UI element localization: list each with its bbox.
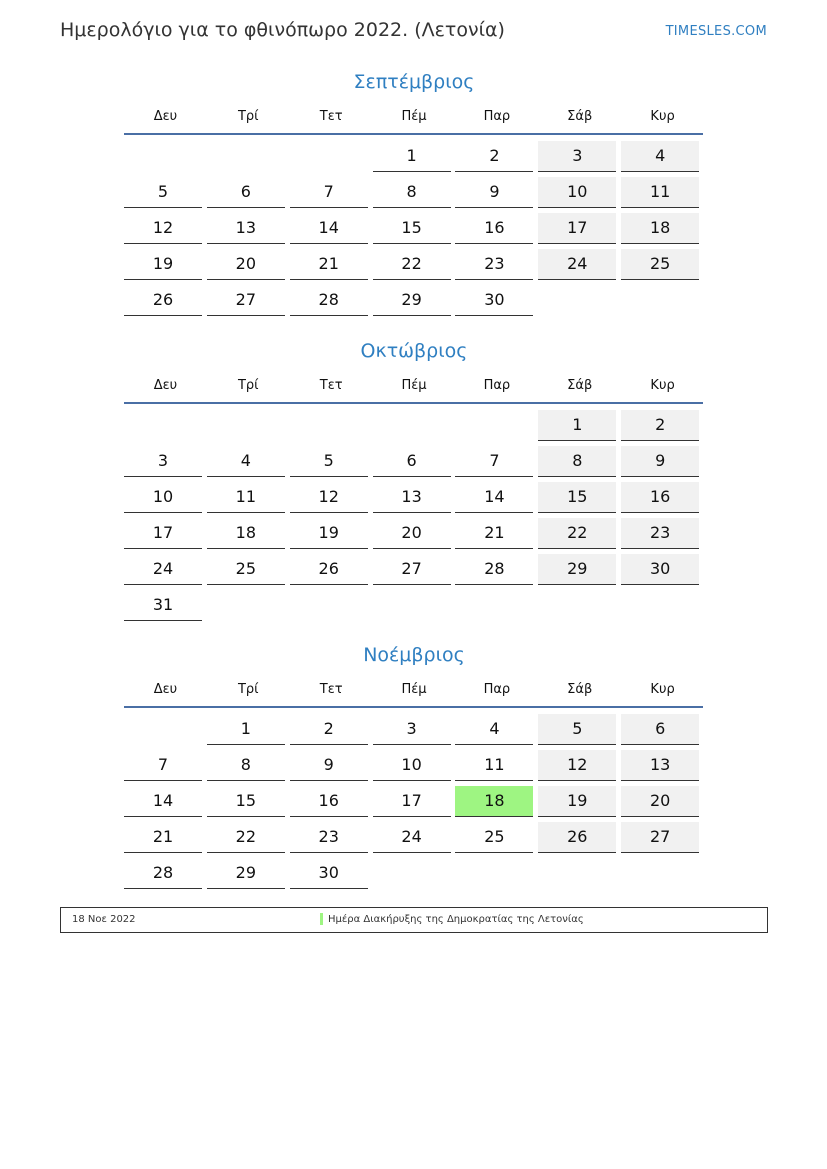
day-slot <box>455 409 538 445</box>
day-cell: 27 <box>207 285 285 316</box>
day-slot <box>455 176 538 212</box>
day-slot <box>290 589 373 625</box>
day-slot <box>621 481 704 517</box>
day-cell: 16 <box>455 213 533 244</box>
day-slot <box>538 284 621 320</box>
day-slot <box>538 553 621 589</box>
week-row <box>124 481 704 517</box>
day-slot <box>621 713 704 749</box>
day-cell: 27 <box>373 554 451 585</box>
day-cell: 9 <box>455 177 533 208</box>
day-slot <box>538 481 621 517</box>
week-row <box>124 212 704 248</box>
day-slot <box>455 713 538 749</box>
day-cell: 17 <box>124 518 202 549</box>
day-slot <box>207 821 290 857</box>
day-slot <box>124 553 207 589</box>
day-slot <box>538 713 621 749</box>
day-cell: 25 <box>207 554 285 585</box>
day-cell: 29 <box>207 858 285 889</box>
day-cell: 7 <box>290 177 368 208</box>
day-slot <box>538 409 621 445</box>
week-row <box>124 284 704 320</box>
weekday-header <box>124 371 704 399</box>
day-cell: 24 <box>373 822 451 853</box>
day-cell: 30 <box>621 554 699 585</box>
day-slot <box>290 821 373 857</box>
week-row <box>124 176 704 212</box>
week-row <box>124 589 704 625</box>
day-slot <box>621 785 704 821</box>
weekday-label: Πέμ <box>401 681 427 697</box>
day-slot <box>207 553 290 589</box>
day-slot <box>373 713 456 749</box>
day-slot <box>621 857 704 893</box>
day-slot <box>124 821 207 857</box>
weekday-label: Δευ <box>153 681 178 697</box>
day-cell: 6 <box>621 714 699 745</box>
day-cell: 31 <box>124 590 202 621</box>
day-slot <box>290 176 373 212</box>
day-slot <box>124 445 207 481</box>
day-slot <box>621 589 704 625</box>
day-cell: 6 <box>373 446 451 477</box>
day-slot <box>538 140 621 176</box>
day-slot <box>455 749 538 785</box>
holiday-date: 18 Νοε 2022 <box>72 914 136 925</box>
week-row <box>124 445 704 481</box>
day-slot <box>207 140 290 176</box>
day-cell: 3 <box>538 141 616 172</box>
day-cell: 15 <box>373 213 451 244</box>
day-cell: 23 <box>455 249 533 280</box>
day-cell: 24 <box>124 554 202 585</box>
day-slot <box>621 176 704 212</box>
week-row <box>124 409 704 445</box>
day-cell: 12 <box>290 482 368 513</box>
day-cell: 11 <box>207 482 285 513</box>
weekday-label: Κυρ <box>650 108 675 124</box>
day-cell: 21 <box>455 518 533 549</box>
day-slot <box>455 553 538 589</box>
weekday-label: Σάβ <box>567 108 593 124</box>
day-slot <box>538 785 621 821</box>
day-cell: 18 <box>621 213 699 244</box>
day-cell: 2 <box>290 714 368 745</box>
day-cell: 9 <box>290 750 368 781</box>
weekday-label: Κυρ <box>650 377 675 393</box>
day-cell: 14 <box>124 786 202 817</box>
day-slot <box>207 284 290 320</box>
day-cell: 8 <box>373 177 451 208</box>
day-cell: 8 <box>538 446 616 477</box>
day-slot <box>290 212 373 248</box>
day-cell: 18 <box>207 518 285 549</box>
day-slot <box>373 857 456 893</box>
day-slot <box>373 589 456 625</box>
day-slot <box>455 821 538 857</box>
day-slot <box>124 248 207 284</box>
day-slot <box>373 140 456 176</box>
weekday-label: Πέμ <box>401 108 427 124</box>
day-slot <box>373 481 456 517</box>
day-slot <box>207 857 290 893</box>
day-cell: 24 <box>538 249 616 280</box>
holiday-legend <box>60 907 768 933</box>
day-slot <box>621 248 704 284</box>
weekday-label: Τρί <box>237 377 259 393</box>
weekday-label: Κυρ <box>650 681 675 697</box>
day-cell: 25 <box>455 822 533 853</box>
day-cell: 16 <box>290 786 368 817</box>
holiday-name: Ημέρα Διακήρυξης της Δημοκρατίας της Λετονίας <box>328 914 584 925</box>
day-slot <box>207 212 290 248</box>
day-slot <box>290 409 373 445</box>
day-cell: 23 <box>290 822 368 853</box>
day-slot <box>124 589 207 625</box>
week-row <box>124 785 704 821</box>
day-slot <box>207 248 290 284</box>
day-slot <box>455 517 538 553</box>
day-slot <box>373 553 456 589</box>
day-slot <box>373 785 456 821</box>
day-slot <box>207 481 290 517</box>
day-slot <box>207 785 290 821</box>
day-slot <box>290 713 373 749</box>
day-slot <box>538 517 621 553</box>
day-cell: 22 <box>373 249 451 280</box>
day-cell: 15 <box>207 786 285 817</box>
day-cell: 1 <box>373 141 451 172</box>
day-slot <box>373 176 456 212</box>
week-row <box>124 857 704 893</box>
day-cell: 10 <box>538 177 616 208</box>
day-cell: 19 <box>124 249 202 280</box>
day-cell: 26 <box>124 285 202 316</box>
day-cell: 19 <box>290 518 368 549</box>
day-cell: 1 <box>207 714 285 745</box>
day-cell: 25 <box>621 249 699 280</box>
day-slot <box>538 821 621 857</box>
day-slot <box>455 284 538 320</box>
day-slot <box>621 140 704 176</box>
week-row <box>124 821 704 857</box>
day-slot <box>455 248 538 284</box>
day-cell: 13 <box>207 213 285 244</box>
day-slot <box>621 284 704 320</box>
day-cell: 11 <box>621 177 699 208</box>
day-slot <box>621 445 704 481</box>
day-cell: 8 <box>207 750 285 781</box>
day-cell: 28 <box>124 858 202 889</box>
day-cell: 20 <box>373 518 451 549</box>
day-cell: 21 <box>124 822 202 853</box>
day-slot <box>455 212 538 248</box>
page-title: Ημερολόγιο για το φθινόπωρο 2022. (Λετονία) <box>60 19 505 41</box>
month-title: Σεπτέμβριος <box>353 71 475 93</box>
day-cell: 10 <box>124 482 202 513</box>
day-cell: 20 <box>621 786 699 817</box>
day-slot <box>124 749 207 785</box>
day-slot <box>538 248 621 284</box>
weekday-label: Τρί <box>237 108 259 124</box>
day-slot <box>124 713 207 749</box>
day-slot <box>621 409 704 445</box>
day-slot <box>538 176 621 212</box>
day-cell: 18 <box>455 786 533 817</box>
weekday-label: Παρ <box>483 681 511 697</box>
day-slot <box>124 481 207 517</box>
day-slot <box>124 212 207 248</box>
day-slot <box>373 821 456 857</box>
day-slot <box>373 212 456 248</box>
weekday-label: Σάβ <box>567 377 593 393</box>
month-block <box>124 640 704 893</box>
day-slot <box>124 517 207 553</box>
day-slot <box>455 140 538 176</box>
day-cell: 4 <box>455 714 533 745</box>
day-cell: 20 <box>207 249 285 280</box>
day-slot <box>207 445 290 481</box>
day-slot <box>124 140 207 176</box>
day-slot <box>373 248 456 284</box>
day-cell: 12 <box>124 213 202 244</box>
day-cell: 23 <box>621 518 699 549</box>
weekday-header <box>124 102 704 130</box>
day-cell: 15 <box>538 482 616 513</box>
weekday-label: Δευ <box>153 108 178 124</box>
day-slot <box>290 248 373 284</box>
day-cell: 17 <box>373 786 451 817</box>
month-title: Οκτώβριος <box>360 340 468 362</box>
day-cell: 14 <box>455 482 533 513</box>
weekday-label: Πέμ <box>401 377 427 393</box>
day-slot <box>455 857 538 893</box>
day-slot <box>538 212 621 248</box>
day-cell: 29 <box>373 285 451 316</box>
day-slot <box>455 589 538 625</box>
day-slot <box>124 785 207 821</box>
day-slot <box>621 821 704 857</box>
day-slot <box>207 749 290 785</box>
day-cell: 7 <box>455 446 533 477</box>
day-cell: 22 <box>207 822 285 853</box>
day-slot <box>290 481 373 517</box>
day-slot <box>207 517 290 553</box>
weekday-label: Παρ <box>483 108 511 124</box>
day-slot <box>538 857 621 893</box>
day-cell: 30 <box>290 858 368 889</box>
day-cell: 12 <box>538 750 616 781</box>
day-slot <box>373 749 456 785</box>
day-cell: 28 <box>455 554 533 585</box>
day-slot <box>207 409 290 445</box>
weekday-label: Τετ <box>319 681 343 697</box>
day-slot <box>290 284 373 320</box>
weekday-label: Τετ <box>319 108 343 124</box>
day-cell: 14 <box>290 213 368 244</box>
day-slot <box>621 553 704 589</box>
day-cell: 16 <box>621 482 699 513</box>
holiday-color-marker <box>320 913 323 925</box>
weekday-label: Δευ <box>153 377 178 393</box>
day-cell: 11 <box>455 750 533 781</box>
month-title: Νοέμβριος <box>363 644 465 666</box>
weekday-label: Τετ <box>319 377 343 393</box>
day-slot <box>621 517 704 553</box>
day-cell: 1 <box>538 410 616 441</box>
day-cell: 4 <box>207 446 285 477</box>
day-cell: 13 <box>621 750 699 781</box>
day-cell: 21 <box>290 249 368 280</box>
weekday-label: Σάβ <box>567 681 593 697</box>
weekday-label: Τρί <box>237 681 259 697</box>
day-slot <box>455 785 538 821</box>
day-slot <box>124 857 207 893</box>
day-slot <box>290 517 373 553</box>
day-slot <box>455 481 538 517</box>
week-row <box>124 140 704 176</box>
month-block <box>124 67 704 320</box>
week-row <box>124 248 704 284</box>
day-slot <box>207 176 290 212</box>
header-divider <box>124 706 703 708</box>
day-cell: 5 <box>538 714 616 745</box>
day-slot <box>373 409 456 445</box>
day-cell: 30 <box>455 285 533 316</box>
day-slot <box>538 749 621 785</box>
day-slot <box>290 553 373 589</box>
day-cell: 9 <box>621 446 699 477</box>
day-cell: 3 <box>124 446 202 477</box>
day-slot <box>538 589 621 625</box>
header-divider <box>124 402 703 404</box>
week-row <box>124 749 704 785</box>
day-cell: 19 <box>538 786 616 817</box>
day-slot <box>290 857 373 893</box>
day-slot <box>124 409 207 445</box>
week-row <box>124 713 704 749</box>
day-cell: 2 <box>455 141 533 172</box>
site-link[interactable]: TIMESLES.COM <box>665 24 767 39</box>
day-slot <box>538 445 621 481</box>
week-row <box>124 517 704 553</box>
day-cell: 2 <box>621 410 699 441</box>
day-slot <box>455 445 538 481</box>
day-cell: 10 <box>373 750 451 781</box>
day-cell: 29 <box>538 554 616 585</box>
day-slot <box>373 445 456 481</box>
week-row <box>124 553 704 589</box>
day-slot <box>290 785 373 821</box>
day-slot <box>621 749 704 785</box>
weekday-header <box>124 675 704 703</box>
header-divider <box>124 133 703 135</box>
day-slot <box>373 517 456 553</box>
day-slot <box>207 589 290 625</box>
day-cell: 27 <box>621 822 699 853</box>
day-cell: 28 <box>290 285 368 316</box>
day-slot <box>290 445 373 481</box>
day-slot <box>621 212 704 248</box>
day-slot <box>207 713 290 749</box>
month-block <box>124 336 704 625</box>
day-slot <box>124 284 207 320</box>
day-slot <box>290 749 373 785</box>
day-cell: 17 <box>538 213 616 244</box>
day-cell: 3 <box>373 714 451 745</box>
day-cell: 26 <box>290 554 368 585</box>
weekday-label: Παρ <box>483 377 511 393</box>
day-cell: 5 <box>124 177 202 208</box>
day-cell: 13 <box>373 482 451 513</box>
day-slot <box>124 176 207 212</box>
day-slot <box>290 140 373 176</box>
day-cell: 26 <box>538 822 616 853</box>
day-cell: 5 <box>290 446 368 477</box>
day-slot <box>373 284 456 320</box>
day-cell: 4 <box>621 141 699 172</box>
day-cell: 22 <box>538 518 616 549</box>
day-cell: 6 <box>207 177 285 208</box>
day-cell: 7 <box>124 750 202 781</box>
